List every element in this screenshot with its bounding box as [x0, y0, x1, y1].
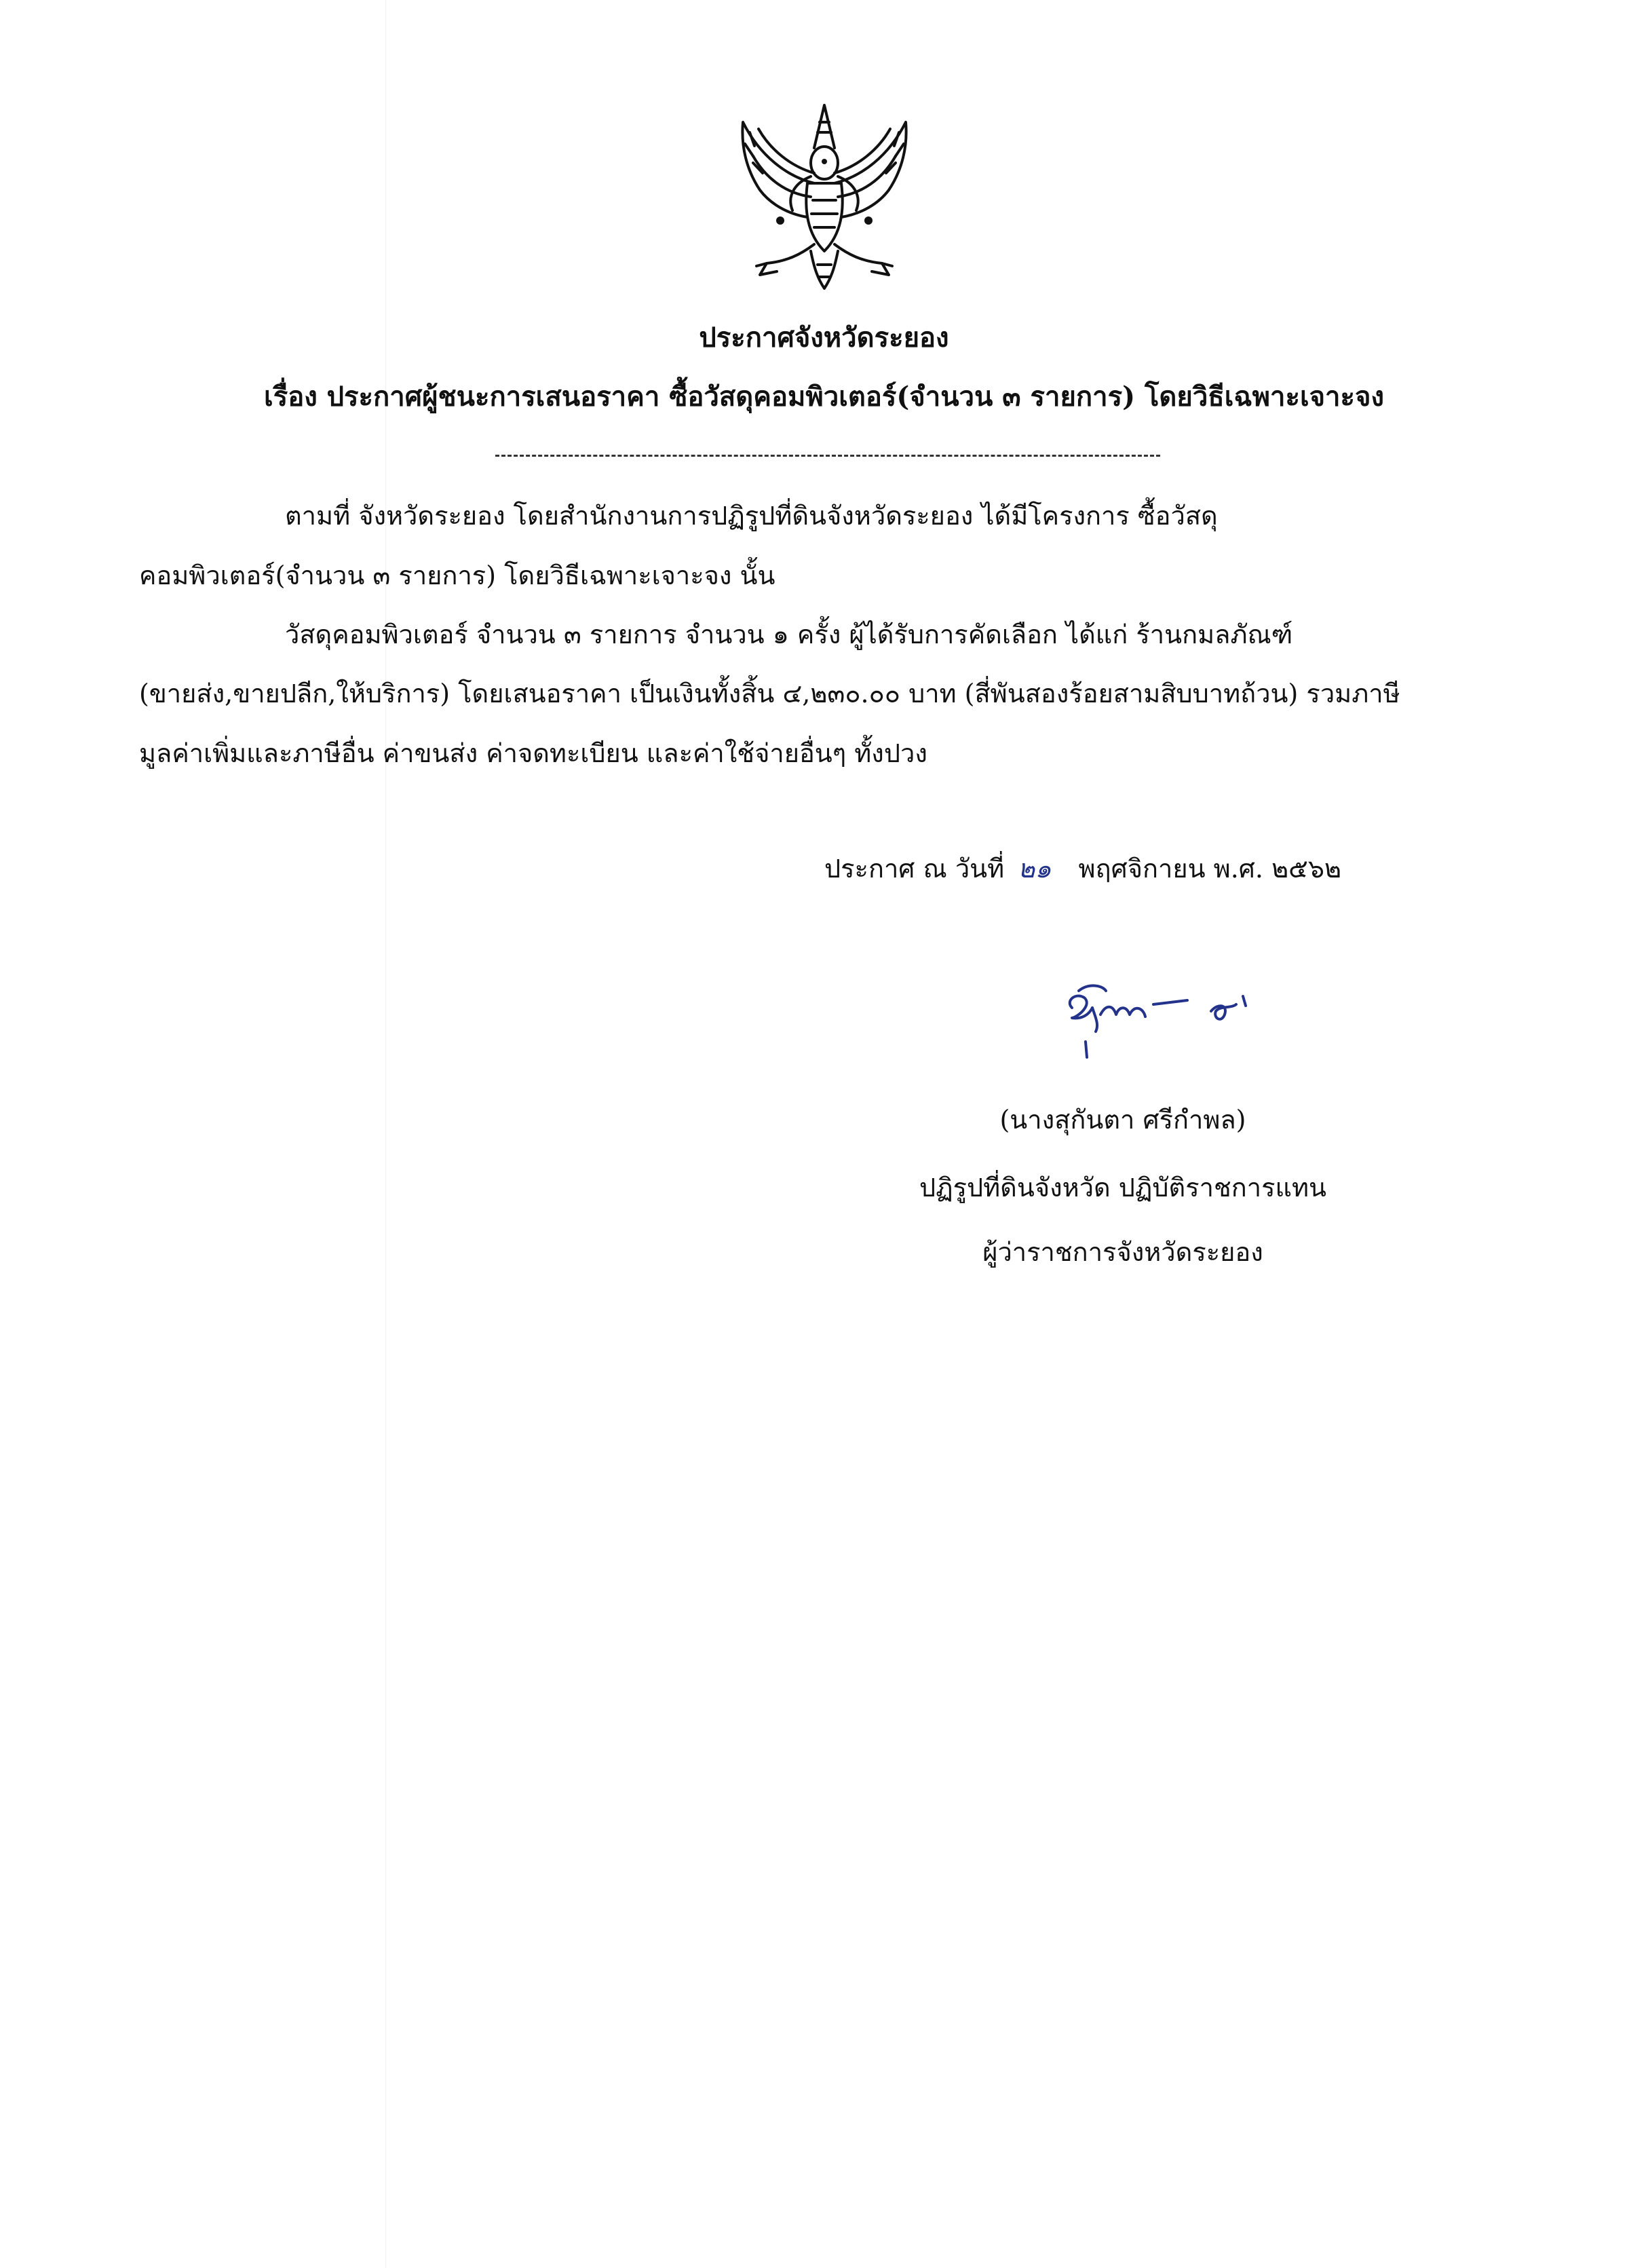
- paragraph-1-line-2: คอมพิวเตอร์(จำนวน ๓ รายการ) โดยวิธีเฉพาะเจาะจง นั้น: [139, 561, 775, 590]
- paragraph-2-line-2: (ขายส่ง,ขายปลีก,ให้บริการ) โดยเสนอราคา เป็นเงินทั้งสิ้น ๔,๒๓๐.๐๐ บาท (สี่พันสองร้อยสามสิบบาทถ้วน) รวมภาษี: [139, 679, 1400, 708]
- paragraph-1-line-1: ตามที่ จังหวัดระยอง โดยสำนักงานการปฏิรูปที่ดินจังหวัดระยอง ได้มีโครงการ ซื้อวัสดุ: [285, 501, 1218, 531]
- document-title: ประกาศจังหวัดระยอง: [699, 322, 949, 354]
- paragraph-2-line-1: วัสดุคอมพิวเตอร์ จำนวน ๓ รายการ จำนวน ๑ ครั้ง ผู้ได้รับการคัดเลือก ได้แก่ ร้านกมลภัณฑ์: [285, 620, 1293, 649]
- date-prefix: ประกาศ ณ วันที่: [824, 854, 1005, 884]
- signatory-name: (นางสุกันตา ศรีกำพล): [999, 1105, 1246, 1135]
- document-subject: เรื่อง ประกาศผู้ชนะการเสนอราคา ซื้อวัสดุคอมพิวเตอร์(จำนวน ๓ รายการ) โดยวิธีเฉพาะเจาะจง: [264, 381, 1384, 413]
- date-day-handwritten: ๒๑: [1018, 854, 1052, 884]
- handwritten-signature-icon: [1058, 977, 1282, 1065]
- paragraph-2-line-3: มูลค่าเพิ่มและภาษีอื่น ค่าขนส่ง ค่าจดทะเบียน และค่าใช้จ่ายอื่นๆ ทั้งปวง: [139, 738, 927, 768]
- signatory-position-line-2: ผู้ว่าราชการจังหวัดระยอง: [982, 1237, 1263, 1267]
- dashed-divider: [495, 455, 1160, 457]
- announcement-date: [824, 848, 1341, 889]
- signatory-position-line-1: ปฏิรูปที่ดินจังหวัด ปฏิบัติราชการแทน: [919, 1173, 1327, 1203]
- garuda-emblem-icon: [712, 81, 936, 305]
- date-month-year: พฤศจิกายน พ.ศ. ๒๕๖๒: [1078, 854, 1342, 884]
